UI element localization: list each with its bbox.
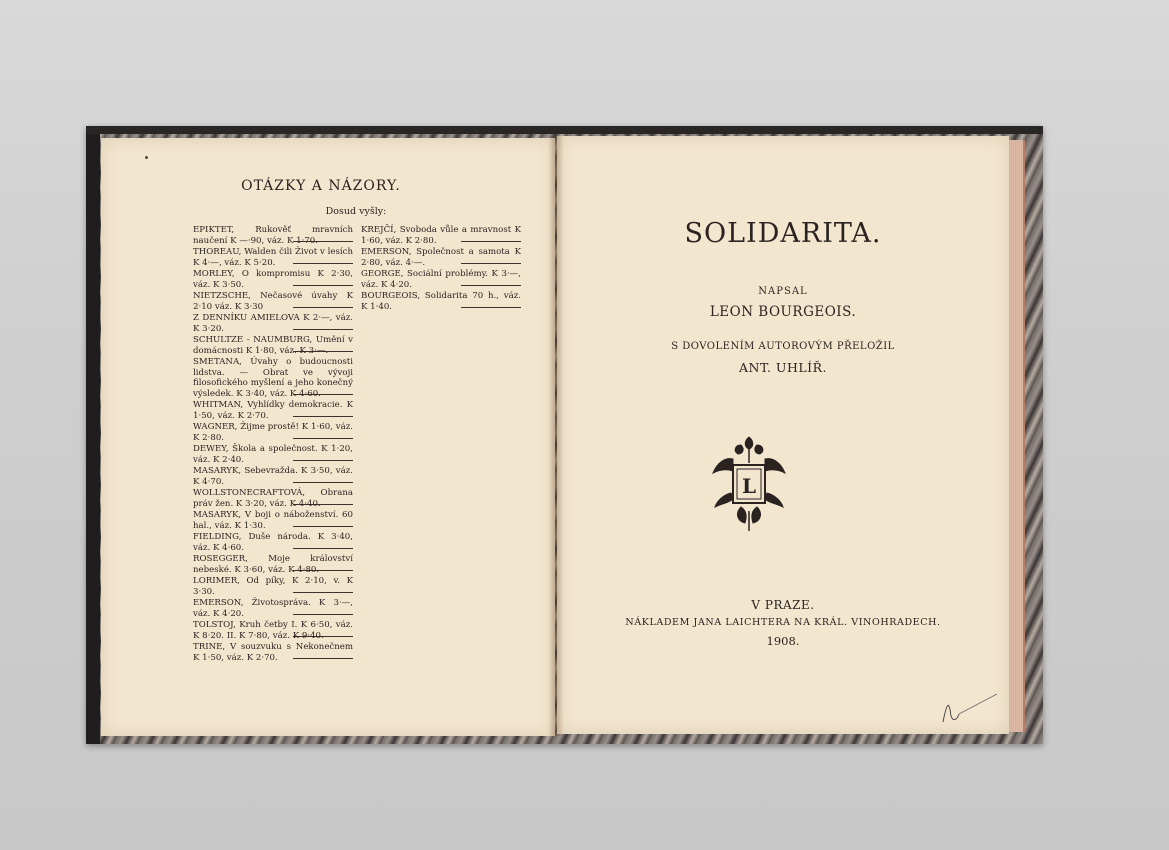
list-item: TOLSTOJ, Kruh četby I. K 6·50, váz. K 8·20. II. K 7·80, váz. K 9·40.	[193, 620, 353, 641]
book-list-column-2	[361, 225, 521, 313]
list-item: SMETANA, Úvahy o budoucnosti lidstva. — Obrat ve vývoji filosofického myšlení a jeho konečný výsledek. K 3·40, váz. K 4·60.	[193, 357, 353, 399]
list-item: Z DENNÍKU AMIELOVA K 2·—, váz. K 3·20.	[193, 313, 353, 334]
list-item: SCHULTZE - NAUMBURG, Umění v domácnosti K 1·80, váz. K 3·—.	[193, 335, 353, 356]
list-item: LORIMER, Od píky, K 2·10, v. K 3·30.	[193, 576, 353, 597]
series-subtitle: Dosud vyšly:	[325, 206, 387, 217]
list-item: EPIKTET, Rukověť mravních naučení K —·90, váz. K 1·70.	[193, 225, 353, 246]
series-title: OTÁZKY A NÁZORY.	[241, 178, 401, 194]
publication-place: V PRAZE.	[751, 598, 815, 612]
book-title: SOLIDARITA.	[684, 218, 882, 249]
list-item: WHITMAN, Vyhlídky demokracie. K 1·50, váz. K 2·70.	[193, 400, 353, 421]
translation-note: S DOVOLENÍM AUTOROVÝM PŘELOŽIL	[671, 341, 895, 352]
translator-name: ANT. UHLÍŘ.	[739, 360, 827, 375]
left-page	[101, 138, 555, 736]
publisher-floral-emblem-icon	[711, 433, 787, 533]
list-item: BOURGEOIS, Solidarita 70 h., váz. K 1·40.	[361, 291, 521, 312]
list-item: MASARYK, V boji o náboženství. 60 hal., váz. K 1·30.	[193, 510, 353, 531]
byline-label: NAPSAL	[758, 286, 808, 297]
list-item: FIELDING, Duše národa. K 3·40, váz. K 4·60.	[193, 532, 353, 553]
emblem-letter: L	[741, 474, 757, 498]
list-item: EMERSON, Životospráva. K 3·—, váz. K 4·20.	[193, 598, 353, 619]
list-item: WOLLSTONECRAFTOVÁ, Obrana práv žen. K 3·20, váz. K 4·40.	[193, 488, 353, 509]
book-list-column-1	[193, 225, 353, 664]
list-item: DEWEY, Škola a společnost. K 1·20, váz. K 2·40.	[193, 444, 353, 465]
list-item: GEORGE, Sociální problémy. K 3·—, váz. K 4·20.	[361, 269, 521, 290]
list-item: EMERSON, Společnost a samota K 2·80, váz. 4·—.	[361, 247, 521, 268]
publication-year: 1908.	[766, 634, 800, 648]
list-item: THOREAU, Walden čili Život v lesích K 4·—, váz. K 5·20.	[193, 247, 353, 268]
list-item: MASARYK, Sebevražda. K 3·50, váz. K 4·70.	[193, 466, 353, 487]
list-item: KREJČÍ, Svoboda vůle a mravnost K 1·60, váz. K 2·80.	[361, 225, 521, 246]
list-item: NIETZSCHE, Nečasové úvahy K 2·10 váz. K 3·30	[193, 291, 353, 312]
list-item: ROSEGGER, Moje království nebeské. K 3·60, váz. K 4·80.	[193, 554, 353, 575]
cover-corner-left	[86, 126, 100, 744]
cover-corner-top	[86, 126, 1043, 134]
list-item: MORLEY, O kompromisu K 2·30, váz. K 3·50.	[193, 269, 353, 290]
publisher-line: NÁKLADEM JANA LAICHTERA NA KRÁL. VINOHRADECH.	[625, 617, 941, 628]
list-item: TRINE, V souzvuku s Nekonečnem K 1·50, váz. K 2·70.	[193, 642, 353, 663]
page-speck	[145, 156, 148, 159]
list-item: WAGNER, Žijme prostě! K 1·60, váz. K 2·80.	[193, 422, 353, 443]
page-edges	[1009, 140, 1025, 732]
book-gutter	[548, 136, 564, 736]
pencil-scribble-icon	[941, 692, 1001, 726]
author-name: LEON BOURGEOIS.	[709, 304, 857, 320]
title-page	[557, 136, 1009, 734]
